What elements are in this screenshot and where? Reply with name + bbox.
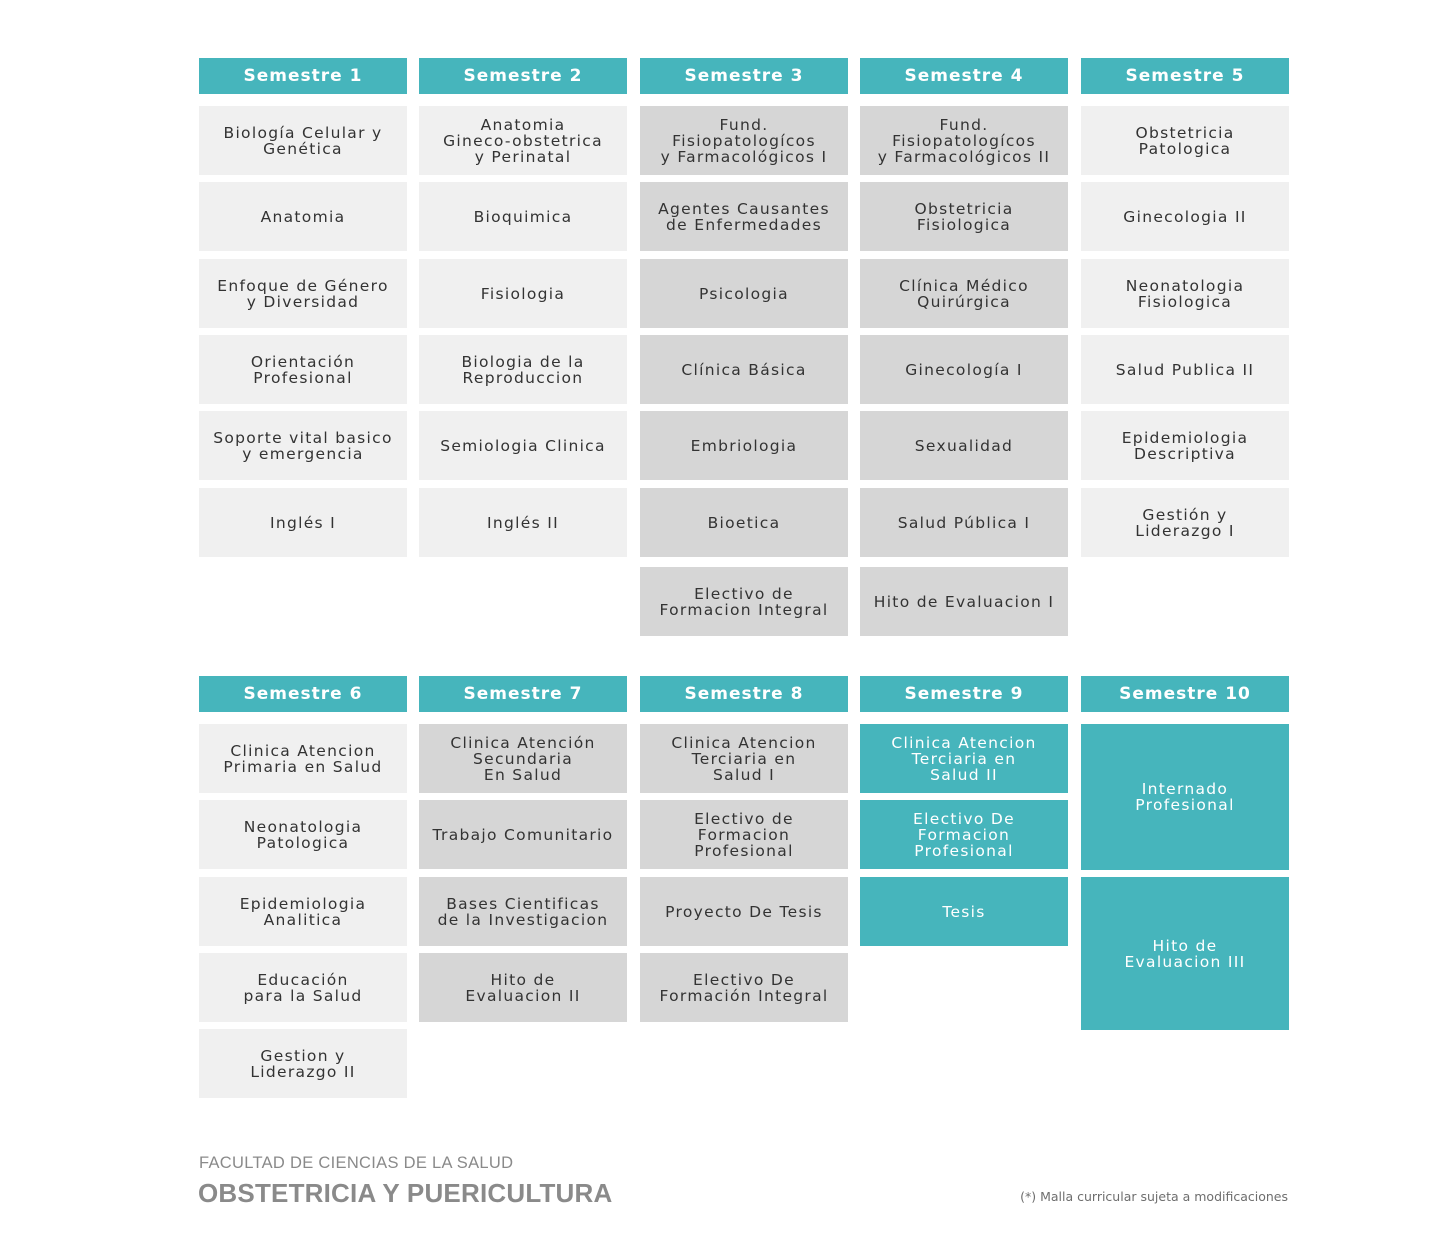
course-cell: Hito de Evaluacion III [1081, 877, 1289, 1030]
semester-header-3: Semestre 3 [640, 58, 848, 94]
course-cell: Neonatologia Patologica [199, 800, 407, 869]
semester-header-5: Semestre 5 [1081, 58, 1289, 94]
course-cell: Fund. Fisiopatologícos y Farmacológicos I [640, 106, 848, 175]
course-cell: Sexualidad [860, 411, 1068, 480]
course-cell: Obstetricia Patologica [1081, 106, 1289, 175]
course-cell: Bioetica [640, 488, 848, 557]
faculty-name: FACULTAD DE CIENCIAS DE LA SALUD [199, 1154, 514, 1172]
course-cell: Gestion y Liderazgo II [199, 1029, 407, 1098]
career-name: OBSTETRICIA Y PUERICULTURA [198, 1178, 613, 1208]
course-cell: Proyecto De Tesis [640, 877, 848, 946]
course-cell: Psicologia [640, 259, 848, 328]
course-cell: Fisiologia [419, 259, 627, 328]
course-cell: Anatomia [199, 182, 407, 251]
semester-header-4: Semestre 4 [860, 58, 1068, 94]
semester-header-10: Semestre 10 [1081, 676, 1289, 712]
course-cell: Clinica Atencion Primaria en Salud [199, 724, 407, 793]
course-cell: Orientación Profesional [199, 335, 407, 404]
course-cell: Internado Profesional [1081, 724, 1289, 870]
course-cell: Biologia de la Reproduccion [419, 335, 627, 404]
course-cell: Clinica Atención Secundaria En Salud [419, 724, 627, 793]
course-cell: Clínica Básica [640, 335, 848, 404]
course-cell: Gestión y Liderazgo I [1081, 488, 1289, 557]
course-cell: Hito de Evaluacion II [419, 953, 627, 1022]
course-cell: Epidemiologia Analitica [199, 877, 407, 946]
course-cell: Electivo de Formacion Integral [640, 567, 848, 636]
course-cell: Tesis [860, 877, 1068, 946]
course-cell: Ginecología I [860, 335, 1068, 404]
semester-header-7: Semestre 7 [419, 676, 627, 712]
course-cell: Neonatologia Fisiologica [1081, 259, 1289, 328]
course-cell: Electivo de Formacion Profesional [640, 800, 848, 869]
course-cell: Epidemiologia Descriptiva [1081, 411, 1289, 480]
course-cell: Hito de Evaluacion I [860, 567, 1068, 636]
course-cell: Enfoque de Género y Diversidad [199, 259, 407, 328]
course-cell: Inglés I [199, 488, 407, 557]
course-cell: Bioquimica [419, 182, 627, 251]
semester-header-1: Semestre 1 [199, 58, 407, 94]
course-cell: Ginecologia II [1081, 182, 1289, 251]
course-cell: Electivo De Formacion Profesional [860, 800, 1068, 869]
course-cell: Clínica Médico Quirúrgica [860, 259, 1068, 328]
course-cell: Salud Pública I [860, 488, 1068, 557]
course-cell: Salud Publica II [1081, 335, 1289, 404]
course-cell: Educación para la Salud [199, 953, 407, 1022]
semester-header-6: Semestre 6 [199, 676, 407, 712]
course-cell: Agentes Causantes de Enfermedades [640, 182, 848, 251]
semester-header-2: Semestre 2 [419, 58, 627, 94]
course-cell: Clinica Atencion Terciaria en Salud I [640, 724, 848, 793]
course-cell: Obstetricia Fisiologica [860, 182, 1068, 251]
course-cell: Trabajo Comunitario [419, 800, 627, 869]
course-cell: Biología Celular y Genética [199, 106, 407, 175]
course-cell: Embriologia [640, 411, 848, 480]
semester-header-9: Semestre 9 [860, 676, 1068, 712]
course-cell: Soporte vital basico y emergencia [199, 411, 407, 480]
course-cell: Fund. Fisiopatologícos y Farmacológicos II [860, 106, 1068, 175]
course-cell: Bases Cientificas de la Investigacion [419, 877, 627, 946]
course-cell: Clinica Atencion Terciaria en Salud II [860, 724, 1068, 793]
course-cell: Anatomia Gineco-obstetrica y Perinatal [419, 106, 627, 175]
course-cell: Electivo De Formación Integral [640, 953, 848, 1022]
curriculum-note: (*) Malla curricular sujeta a modificaciones [1020, 1189, 1288, 1204]
course-cell: Semiologia Clinica [419, 411, 627, 480]
semester-header-8: Semestre 8 [640, 676, 848, 712]
course-cell: Inglés II [419, 488, 627, 557]
